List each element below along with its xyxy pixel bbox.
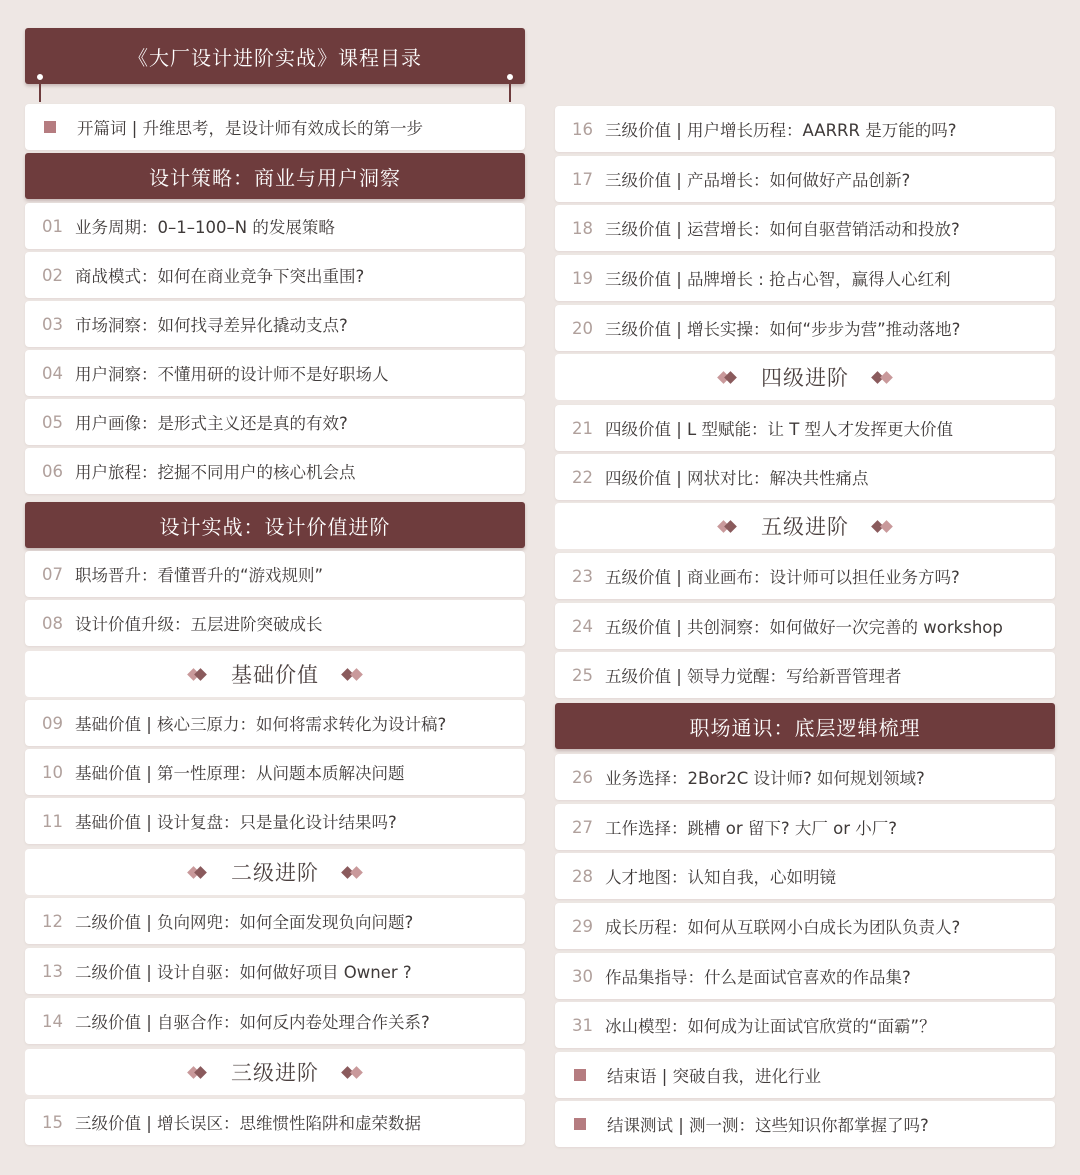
lesson-title: 基础价值 | 核心三原力：如何将需求转化为设计稿? [75,715,447,734]
lesson-number: 09 [42,713,63,733]
lesson-number: 27 [572,817,593,837]
lesson-row[interactable] [555,205,1055,251]
level-header [555,503,1055,549]
lesson-title: 设计价值升级：五层进阶突破成长 [75,615,323,634]
section-header: 设计实战：设计价值进阶 [25,502,525,548]
diamond-icon [345,670,361,679]
lesson-title: 基础价值 | 第一性原理：从问题本质解决问题 [75,764,405,783]
lesson-title: 三级价值 | 品牌增长 : 抢占心智，赢得人心红利 [605,270,951,289]
lesson-title: 成长历程：如何从互联网小白成长为团队负责人? [605,918,961,937]
lesson-title: 三级价值 | 产品增长：如何做好产品创新? [605,171,911,190]
lesson-row[interactable] [555,156,1055,202]
lesson-row[interactable] [25,948,525,994]
lesson-row[interactable] [25,551,525,597]
lesson-title: 工作选择：跳槽 or 留下? 大厂 or 小厂? [605,819,897,838]
level-title: 基础价值 [231,663,319,687]
lesson-row[interactable] [555,903,1055,949]
lesson-number: 03 [42,314,63,334]
lesson-row[interactable] [555,652,1055,698]
lesson-number: 05 [42,412,63,432]
intro-item[interactable] [25,104,525,150]
section-header: 设计策略：商业与用户洞察 [25,153,525,199]
diamond-icon [345,868,361,877]
lesson-number: 18 [572,218,593,238]
lesson-title: 商战模式：如何在商业竞争下突出重围? [75,267,365,286]
lesson-title: 用户洞察：不懂用研的设计师不是好职场人 [75,365,389,384]
diamond-icon [719,373,735,382]
lesson-number: 24 [572,616,593,636]
lesson-number: 12 [42,911,63,931]
lesson-title: 作品集指导：什么是面试官喜欢的作品集? [605,968,911,987]
lesson-title: 五级价值 | 共创洞察：如何做好一次完善的 workshop [605,618,1003,637]
lesson-number: 28 [572,866,593,886]
level-title: 四级进阶 [761,366,849,390]
item-text: 开篇词 | 升维思考，是设计师有效成长的第一步 [77,119,424,138]
outro-item[interactable] [555,1052,1055,1098]
bullet-square-icon [44,121,56,133]
lesson-number: 10 [42,762,63,782]
lesson-number: 21 [572,418,593,438]
lesson-row[interactable] [555,603,1055,649]
lesson-row[interactable] [555,255,1055,301]
lesson-title: 四级价值 | L 型赋能：让 T 型人才发挥更大价值 [605,420,954,439]
lesson-title: 业务选择：2Bor2C 设计师? 如何规划领域? [605,769,925,788]
lesson-number: 01 [42,216,63,236]
lesson-row[interactable] [25,798,525,844]
level-title: 三级进阶 [231,1061,319,1085]
bullet-square-icon [574,1118,586,1130]
lesson-title: 用户画像：是形式主义还是真的有效? [75,414,348,433]
lesson-title: 三级价值 | 运营增长：如何自驱营销活动和投放? [605,220,960,239]
lesson-row[interactable] [555,454,1055,500]
level-title: 二级进阶 [231,861,319,885]
lesson-number: 31 [572,1015,593,1035]
lesson-number: 17 [572,169,593,189]
lesson-number: 11 [42,811,63,831]
lesson-title: 职场晋升：看懂晋升的“游戏规则” [75,566,324,585]
diamond-icon [345,1068,361,1077]
lesson-row[interactable] [555,1002,1055,1048]
lesson-number: 06 [42,461,63,481]
lesson-number: 14 [42,1011,63,1031]
lesson-title: 用户旅程：挖掘不同用户的核心机会点 [75,463,356,482]
lesson-row[interactable] [555,405,1055,451]
lesson-number: 23 [572,566,593,586]
lesson-number: 30 [572,966,593,986]
diamond-icon [719,522,735,531]
diamond-icon [189,868,205,877]
diamond-icon [875,522,891,531]
lesson-number: 07 [42,564,63,584]
lesson-number: 02 [42,265,63,285]
lesson-number: 20 [572,318,593,338]
lesson-number: 16 [572,119,593,139]
lesson-title: 二级价值 | 设计自驱：如何做好项目 Owner ? [75,963,412,982]
diamond-icon [189,1068,205,1077]
lesson-row[interactable] [25,600,525,646]
lesson-title: 二级价值 | 自驱合作：如何反内卷处理合作关系? [75,1013,430,1032]
lesson-number: 29 [572,916,593,936]
lesson-row[interactable] [555,305,1055,351]
pin-decoration [509,76,511,102]
lesson-row[interactable] [25,252,525,298]
bullet-square-icon [574,1069,586,1081]
lesson-row[interactable] [25,301,525,347]
lesson-row[interactable] [25,203,525,249]
lesson-row[interactable] [25,448,525,494]
pin-decoration [39,76,41,102]
level-header [25,849,525,895]
level-header [555,354,1055,400]
lesson-row[interactable] [25,399,525,445]
lesson-number: 25 [572,665,593,685]
lesson-row[interactable] [555,804,1055,850]
lesson-number: 04 [42,363,63,383]
lesson-title: 三级价值 | 用户增长历程：AARRR 是万能的吗? [605,121,957,140]
lesson-row[interactable] [25,1099,525,1145]
lesson-row[interactable] [25,898,525,944]
lesson-title: 五级价值 | 领导力觉醒：写给新晋管理者 [605,667,902,686]
lesson-title: 人才地图：认知自我，心如明镜 [605,868,836,887]
lesson-title: 三级价值 | 增长误区：思维惯性陷阱和虚荣数据 [75,1114,422,1133]
lesson-row[interactable] [25,749,525,795]
lesson-title: 市场洞察：如何找寻差异化撬动支点? [75,316,348,335]
lesson-number: 15 [42,1112,63,1132]
lesson-number: 19 [572,268,593,288]
lesson-title: 冰山模型：如何成为让面试官欣赏的“面霸”？ [605,1017,936,1036]
lesson-title: 四级价值 | 网状对比：解决共性痛点 [605,469,869,488]
outro-item[interactable] [555,1101,1055,1147]
lesson-title: 基础价值 | 设计复盘：只是量化设计结果吗? [75,813,397,832]
level-title: 五级进阶 [761,515,849,539]
lesson-row[interactable] [25,350,525,396]
lesson-number: 08 [42,613,63,633]
item-text: 结课测试 | 测一测：这些知识你都掌握了吗? [607,1116,929,1135]
lesson-title: 二级价值 | 负向网兜：如何全面发现负向问题? [75,913,414,932]
lesson-number: 13 [42,961,63,981]
lesson-row[interactable] [25,998,525,1044]
diamond-icon [875,373,891,382]
level-header [25,1049,525,1095]
lesson-number: 22 [572,467,593,487]
lesson-row[interactable] [555,853,1055,899]
section-header: 职场通识：底层逻辑梳理 [555,703,1055,749]
page-title: 《大厂设计进阶实战》课程目录 [25,28,525,84]
lesson-row[interactable] [555,953,1055,999]
lesson-number: 26 [572,767,593,787]
lesson-row[interactable] [25,700,525,746]
diamond-icon [189,670,205,679]
lesson-title: 三级价值 | 增长实操：如何“步步为营”推动落地? [605,320,961,339]
item-text: 结束语 | 突破自我，进化行业 [607,1067,822,1086]
lesson-row[interactable] [555,553,1055,599]
lesson-title: 业务周期：0–1–100–N 的发展策略 [75,218,335,237]
lesson-row[interactable] [555,106,1055,152]
level-header [25,651,525,697]
lesson-title: 五级价值 | 商业画布：设计师可以担任业务方吗? [605,568,960,587]
lesson-row[interactable] [555,754,1055,800]
